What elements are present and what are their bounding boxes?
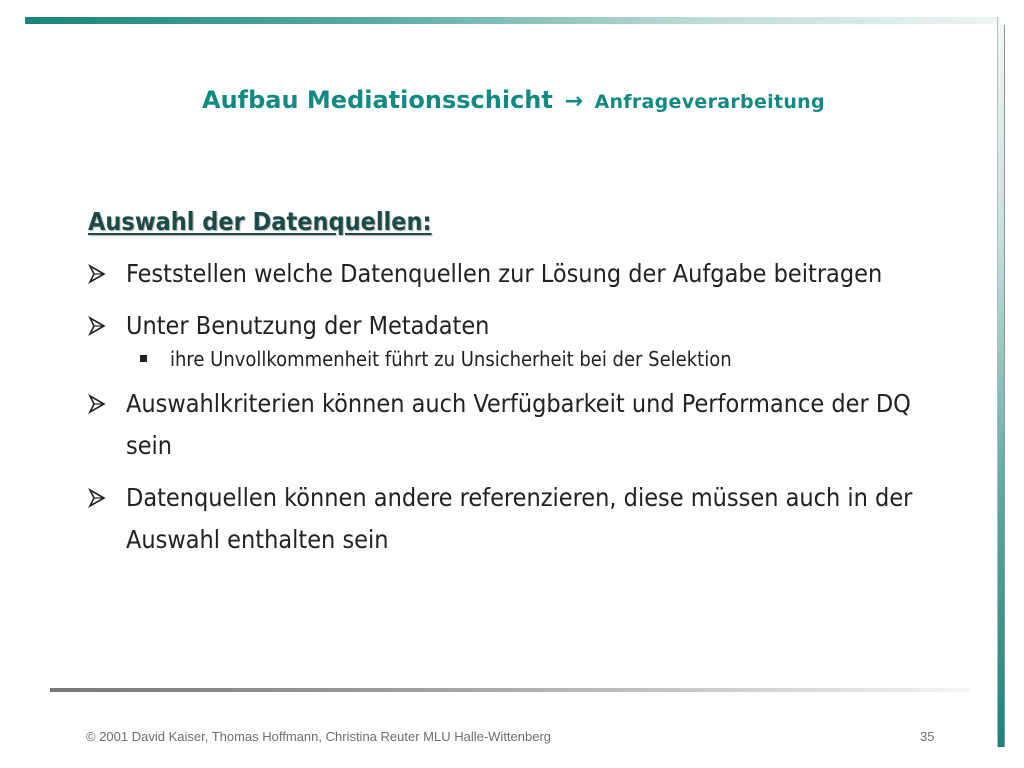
bullet-item (88, 253, 948, 295)
bullet-text: Datenquellen können andere referenzieren, diese müssen auch in der Auswahl enthalten sein (126, 483, 913, 554)
title-sub: Anfrageverarbeitung (594, 91, 825, 113)
top-decorative-bar (25, 17, 1000, 24)
arrowhead-bullet-icon (88, 383, 112, 428)
bullet-item (88, 477, 948, 561)
right-arrow-icon: → (564, 89, 583, 114)
footer-copyright: © 2001 David Kaiser, Thomas Hoffmann, Christina Reuter MLU Halle-Wittenberg (86, 729, 552, 744)
slide-content (88, 207, 948, 571)
bullet-item (88, 383, 948, 467)
section-heading: Auswahl der Datenquellen: (88, 207, 432, 236)
title-main: Aufbau Mediationsschicht (202, 86, 553, 114)
slide-frame-right-outer (1004, 25, 1005, 747)
slide-title (202, 86, 962, 114)
square-bullet-icon (140, 355, 147, 362)
sub-bullet-text: ihre Unvollkommenheit führt zu Unsicherheit bei der Selektion (170, 347, 732, 371)
page-number: 35 (920, 729, 935, 744)
arrowhead-bullet-icon (88, 477, 112, 522)
arrowhead-bullet-icon (88, 253, 112, 298)
sub-bullet-item (88, 345, 948, 373)
bullet-text: Auswahlkriterien können auch Verfügbarkeit und Performance der DQ sein (126, 389, 911, 460)
arrowhead-bullet-icon (88, 305, 112, 350)
bullet-text: Unter Benutzung der Metadaten (126, 311, 490, 340)
bullet-item (88, 305, 948, 347)
bottom-divider (50, 688, 970, 692)
bullet-text: Feststellen welche Datenquellen zur Lösung der Aufgabe beitragen (126, 259, 883, 288)
